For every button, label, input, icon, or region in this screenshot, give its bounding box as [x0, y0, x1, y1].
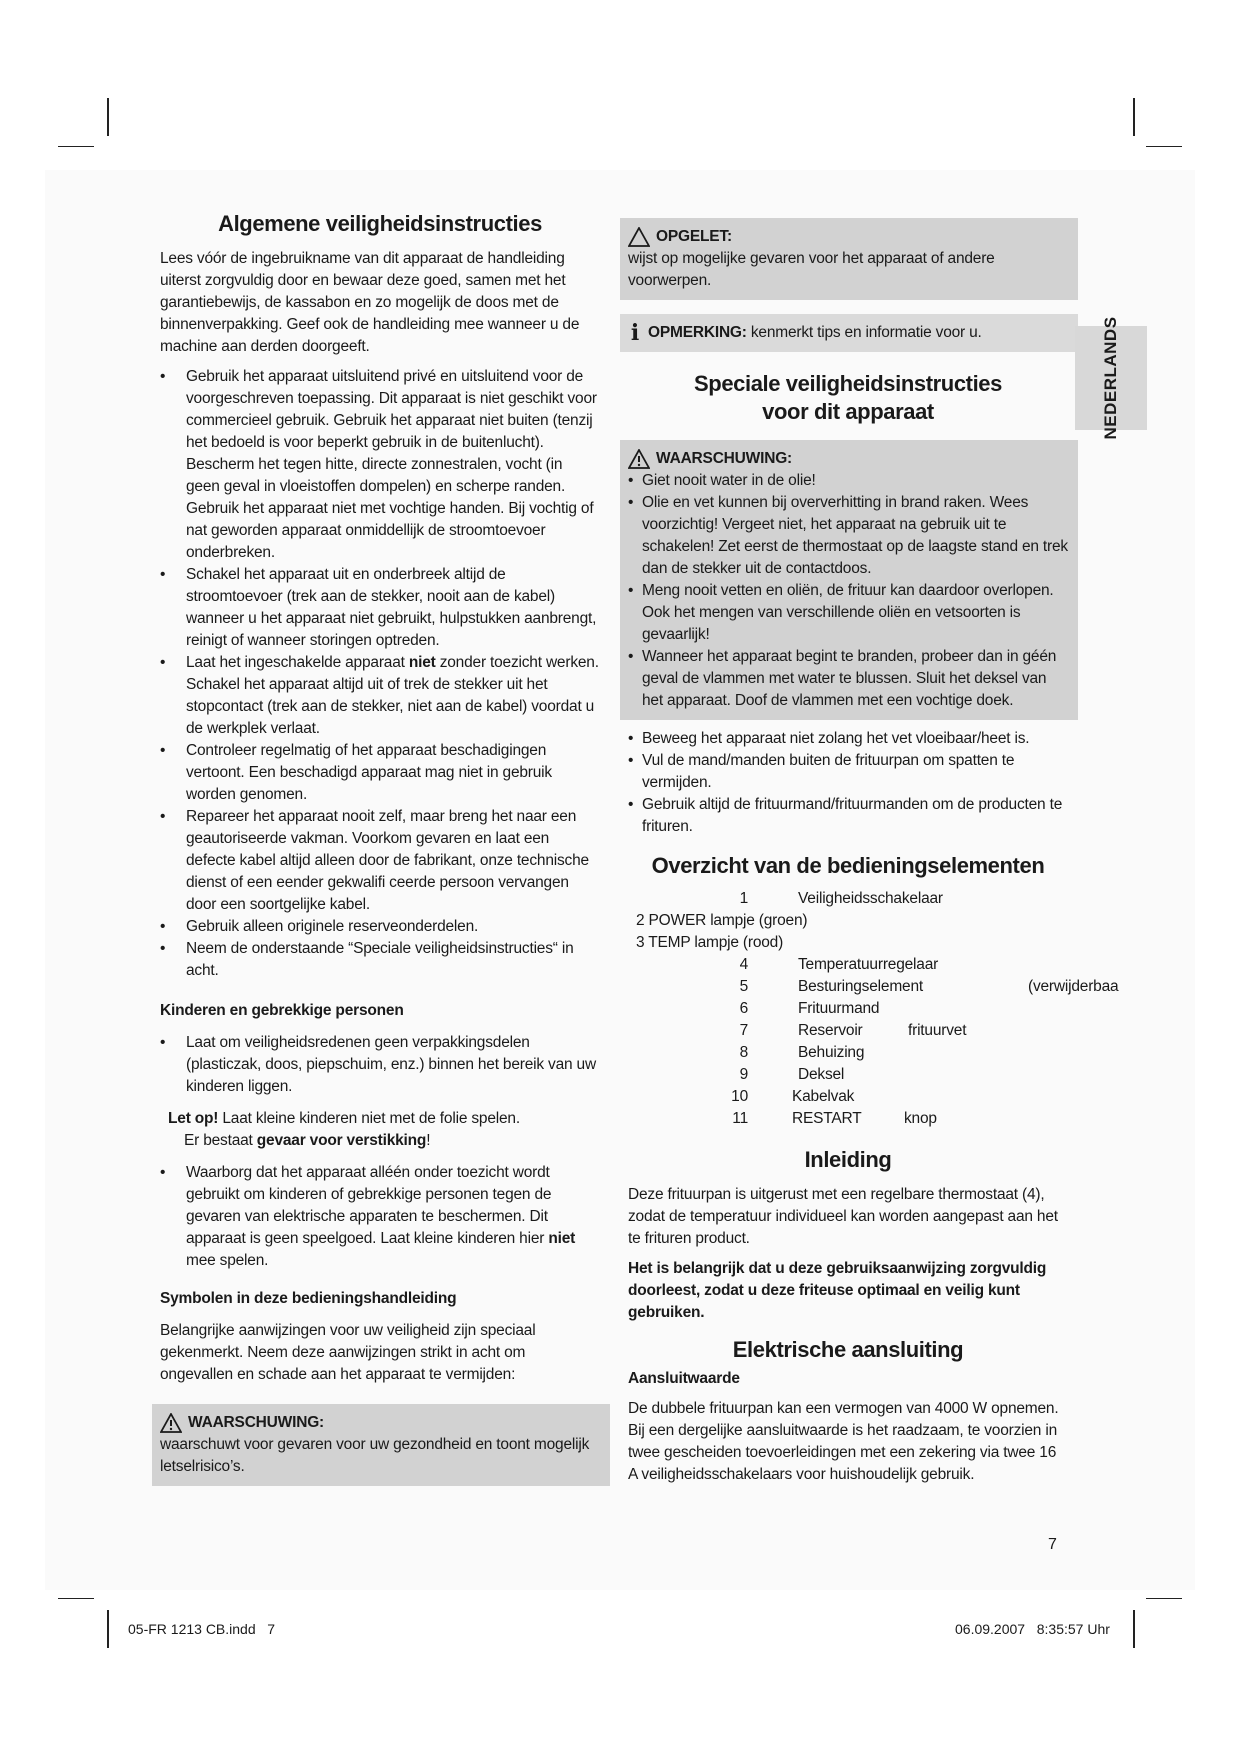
note-box [620, 314, 1078, 352]
special-safety-title: Speciale veiligheidsinstructies voor dit apparaat [694, 371, 1002, 424]
kids-list-2 [160, 1162, 600, 1272]
crop-mark [58, 146, 94, 147]
list-item: • Controleer regelmatig of het apparaat beschadigingen vertoont. Een beschadigd apparaat mag niet in gebruik worden genomen. [160, 740, 600, 806]
info-icon: i [630, 320, 640, 346]
warning-list [628, 470, 1068, 712]
intro-paragraph: Deze frituurpan is uitgerust met een regelbare thermostaat (4), zodat de temperatuur individueel kan worden aangepast aan het te frituren product. [628, 1186, 1058, 1247]
intro-bold-paragraph: Het is belangrijk dat u deze gebruiksaanwijzing zorgvuldig doorleest, zodat u deze friteuse optimaal en veilig kunt gebruiken. [628, 1260, 1047, 1321]
list-item: • Vul de mand/manden buiten de frituurpan om spatten te vermijden. [628, 750, 1068, 794]
page-number: 7 [1048, 1536, 1057, 1553]
warning-triangle-icon [160, 1413, 182, 1433]
controls-list [628, 888, 1119, 1130]
caution-triangle-icon [628, 227, 650, 247]
caution-title: OPGELET: [656, 228, 732, 245]
warning-text: waarschuwt voor gevaren voor uw gezondheid en toont mogelijk letselrisico’s. [160, 1436, 590, 1475]
attention-note: Let op! Laat kleine kinderen niet met de folie spelen. Er bestaat gevaar voor verstikking! [168, 1110, 520, 1149]
crop-mark [107, 98, 109, 136]
slug-date: 06.09.2007 8:35:57 Uhr [955, 1621, 1110, 1637]
safety-list [160, 366, 600, 982]
list-item: • Giet nooit water in de olie! [628, 470, 1068, 492]
note-text: kenmerkt tips en informatie voor u. [746, 324, 982, 341]
control-row: 1 Veiligheidsschakelaar [739, 890, 943, 907]
kids-list [160, 1032, 600, 1098]
electrical-paragraph: De dubbele frituurpan kan een vermogen van 4000 W opnemen. Bij een dergelijke aansluitwaarde is het raadzaam, te voorzien in twee gescheiden toevoerleidingen met een zekering via twee 16 A veiligheidsschakelaars voor huishoudelijk gebruik. [628, 1400, 1059, 1483]
intro-title: Inleiding [804, 1147, 892, 1172]
slug-file: 05-FR 1213 CB.indd 7 [128, 1621, 276, 1637]
control-row: 7 Reservoir frituurvet [739, 1022, 967, 1039]
list-item: • Laat het ingeschakelde apparaat niet zonder toezicht werken. Schakel het apparaat altijd uit of trek de stekker uit het stopcontact (trek aan de stekker, niet aan de kabel) voordat u de werkplek verlaat. [160, 652, 600, 740]
left-column [160, 210, 600, 1494]
control-row: 8 Behuizing [739, 1044, 865, 1061]
caution-text: wijst op mogelijke gevaren voor het apparaat of andere voorwerpen. [628, 250, 995, 289]
crop-mark [1146, 1598, 1182, 1599]
warning-triangle-icon [628, 449, 650, 469]
kids-heading: Kinderen en gebrekkige personen [160, 1002, 404, 1019]
control-row-lamp: 3 TEMP lampje (rood) [636, 934, 784, 951]
list-item: • Waarborg dat het apparaat alléén onder toezicht wordt gebruikt om kinderen of gebrekkige personen tegen de gevaren van elektrische apparaten te beschermen. Dit apparaat is geen speelgoed. Laat kleine kinderen hier niet mee spelen. [160, 1162, 600, 1272]
control-row: 6 Frituurmand [739, 1000, 880, 1017]
list-item: • Gebruik alleen originele reserveonderdelen. [160, 916, 600, 938]
warning-title: WAARSCHUWING: [188, 1414, 325, 1431]
symbols-heading: Symbolen in deze bedieningshandleiding [160, 1290, 457, 1307]
control-row: 11 RESTART knop [732, 1110, 937, 1127]
control-row: 5 Besturingselement (verwijderbaa [739, 978, 1119, 995]
overview-title: Overzicht van de bedieningselementen [651, 853, 1045, 878]
intro-paragraph: Lees vóór de ingebruikname van dit apparaat de handleiding uiterst zorgvuldig door en bewaar deze goed, samen met het garantiebewijs, de kassabon en zo mogelijk de doos met de binnenverpakking. Geef ook de handleiding mee wanneer u de machine aan derden doorgeeft. [160, 250, 580, 355]
list-item: • Laat om veiligheidsredenen geen verpakkingsdelen (plasticzak, doos, piepschuim, enz.) binnen het bereik van uw kinderen liggen. [160, 1032, 600, 1098]
crop-mark [58, 1598, 94, 1599]
list-item: • Wanneer het apparaat begint te branden, probeer dan in géén geval de vlammen met water te blussen. Sluit het deksel van het apparaat. Doof de vlammen met een vochtige doek. [628, 646, 1068, 712]
control-row: 4 Temperatuurregelaar [739, 956, 939, 973]
list-item: • Gebruik altijd de frituurmand/frituurmanden om de producten te frituren. [628, 794, 1068, 838]
crop-mark [1133, 1610, 1135, 1648]
list-item: • Neem de onderstaande “Speciale veiligheidsinstructies“ in acht. [160, 938, 600, 982]
language-tab: NEDERLANDS [1075, 326, 1147, 430]
crop-mark [1133, 98, 1135, 136]
caution-box [620, 218, 1078, 300]
list-item: • Beweeg het apparaat niet zolang het vet vloeibaar/heet is. [628, 728, 1068, 750]
usage-list [628, 728, 1068, 838]
control-row: 9 Deksel [739, 1066, 845, 1083]
list-item: • Repareer het apparaat nooit zelf, maar breng het naar een geautoriseerde vakman. Voorkom gevaren en laat een defecte kabel altijd alleen door de fabrikant, onze technische dienst of een eender gekwalifi ceerde persoon vervangen door een soortgelijke kabel. [160, 806, 600, 916]
warning-box [152, 1404, 610, 1486]
note-label: OPMERKING: [648, 324, 747, 341]
connection-subheading: Aansluitwaarde [628, 1370, 740, 1387]
control-row-lamp: 2 POWER lampje (groen) [636, 912, 808, 929]
crop-mark [107, 1610, 109, 1648]
list-item: • Schakel het apparaat uit en onderbreek altijd de stroomtoevoer (trek aan de stekker, nooit aan de kabel) wanneer u het apparaat niet gebruikt, hulpstukken aanbrengt, reinigt of wanneer storingen optreden. [160, 564, 600, 652]
list-item: • Gebruik het apparaat uitsluitend privé en uitsluitend voor de voorgeschreven toepassing. Dit apparaat is niet geschikt voor commercieel gebruik. Gebruik het apparaat niet buiten (tenzij het bedoeld is voor beperkt gebruik in de buitenlucht). Bescherm het tegen hitte, directe zonnestralen, vocht (in geen geval in vloeistoffen dompelen) en scherpe randen. Gebruik het apparaat niet met vochtige handen. Bij vochtig of nat geworden apparaat onmiddellijk de stroomtoevoer onderbreken. [160, 366, 600, 564]
list-item: • Olie en vet kunnen bij oververhitting in brand raken. Wees voorzichtig! Vergeet niet, het apparaat na gebruik uit te schakelen! Zet eerst de thermostaat op de laagste stand en trek dan de stekker uit de contactdoos. [628, 492, 1068, 580]
control-row: 10 Kabelvak [731, 1088, 855, 1105]
general-safety-title: Algemene veiligheidsinstructies [218, 211, 542, 236]
symbols-paragraph: Belangrijke aanwijzingen voor uw veiligheid zijn speciaal gekenmerkt. Neem deze aanwijzingen strikt in acht om ongevallen en schade aan het apparaat te vermijden: [160, 1322, 536, 1383]
special-warning-box [620, 440, 1078, 720]
crop-mark [1146, 146, 1182, 147]
electrical-title: Elektrische aansluiting [732, 1337, 964, 1362]
warning-title: WAARSCHUWING: [656, 450, 793, 467]
list-item: • Meng nooit vetten en oliën, de frituur kan daardoor overlopen. Ook het mengen van verschillende oliën en vetsoorten is gevaarlijk! [628, 580, 1068, 646]
